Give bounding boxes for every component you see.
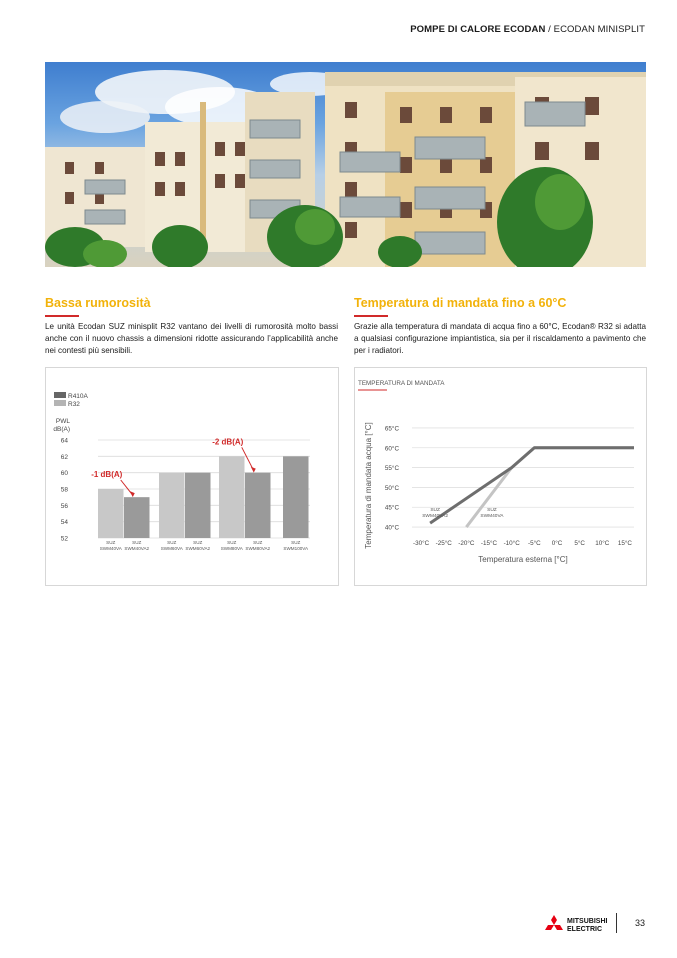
- chart-title: TEMPERATURA DI MANDATA: [358, 380, 445, 387]
- left-section-title: Bassa rumorosità: [45, 296, 151, 310]
- x-tick-label: SUZ: [291, 540, 301, 545]
- brand-line-1: MITSUBISHI: [567, 918, 608, 925]
- x-tick-label: SWM80VA2: [245, 546, 271, 551]
- y-tick-label: 45°C: [384, 504, 399, 512]
- header-section: POMPE DI CALORE ECODAN: [410, 24, 546, 35]
- y-tick-label: 65°C: [384, 425, 399, 433]
- bar: [124, 497, 150, 538]
- legend-label: R32: [68, 401, 80, 408]
- y-tick-label: 60°C: [384, 445, 399, 453]
- x-tick-label: SUZ: [227, 540, 237, 545]
- y-tick-label: 58: [60, 486, 68, 494]
- building-photo: [45, 62, 646, 267]
- bar: [159, 473, 185, 538]
- x-tick-label: SUZ: [167, 540, 177, 545]
- annotation-label: -2 dB(A): [212, 437, 244, 447]
- legend-label: R410A: [68, 393, 88, 400]
- y-tick-label: 64: [60, 437, 68, 445]
- x-tick-label: -30°C: [412, 540, 430, 547]
- y-tick-label: 52: [60, 535, 68, 543]
- legend-swatch: [54, 400, 66, 406]
- x-tick-label: 0°C: [551, 540, 563, 547]
- x-tick-label: 15°C: [617, 540, 632, 547]
- x-tick-label: SWM60VA2: [185, 546, 211, 551]
- right-section-title: Temperatura di mandata fino a 60°C: [354, 296, 567, 310]
- x-tick-label: -5°C: [527, 540, 541, 547]
- x-tick-label: SUZ: [132, 540, 142, 545]
- mitsubishi-logo-icon: [544, 913, 614, 935]
- y-axis-label: PWL: [55, 418, 70, 425]
- bar: [245, 473, 271, 538]
- noise-chart-panel: [45, 367, 339, 586]
- mitsubishi-logo: [544, 913, 614, 940]
- left-title-underline: [45, 315, 79, 317]
- x-tick-label: SWM40VA2: [124, 546, 150, 551]
- header-subsection: / ECODAN MINISPLIT: [545, 24, 645, 35]
- left-paragraph: Le unità Ecodan SUZ minisplit R32 vantano dei livelli di rumorosità molto bassi anche con il nuovo chassis a dimensioni ridotte assicurando l’applicabilità anche nei contesti più sensibili.: [45, 322, 338, 355]
- y-tick-label: 40°C: [384, 524, 399, 532]
- y-axis-label: dB(A): [53, 426, 70, 433]
- right-title-underline: [354, 315, 388, 317]
- y-tick-label: 50°C: [384, 484, 399, 492]
- x-tick-label: -20°C: [458, 540, 475, 547]
- x-tick-label: 5°C: [574, 540, 585, 547]
- bar: [219, 456, 245, 538]
- noise-bar-chart: [46, 368, 338, 585]
- temperature-line-chart: [355, 368, 646, 585]
- series-label: SUZ: [430, 508, 440, 514]
- x-tick-label: SWM40VA: [99, 546, 122, 551]
- y-tick-label: 56: [60, 502, 68, 510]
- x-tick-label: SWM100VA: [283, 546, 309, 551]
- x-tick-label: SWM80VA: [220, 546, 243, 551]
- x-tick-label: -15°C: [480, 540, 498, 547]
- x-tick-label: -10°C: [503, 540, 520, 547]
- x-tick-label: 10°C: [595, 540, 610, 547]
- x-tick-label: SUZ: [106, 540, 116, 545]
- y-tick-label: 55°C: [384, 465, 399, 473]
- series-label: SWM40VA: [480, 514, 504, 520]
- y-tick-label: 62: [60, 453, 68, 461]
- x-tick-label: SUZ: [253, 540, 263, 545]
- y-tick-label: 60: [60, 470, 68, 478]
- y-tick-label: 54: [60, 519, 68, 527]
- series-label: SWM40VA2: [422, 514, 449, 520]
- legend-swatch: [54, 392, 66, 398]
- y-axis-title: Temperatura di mandata acqua [°C]: [364, 422, 373, 549]
- footer-divider: [616, 913, 617, 933]
- page-number: 33: [635, 918, 646, 928]
- x-axis-title: Temperatura esterna [°C]: [478, 555, 568, 564]
- annotation-label: -1 dB(A): [91, 470, 123, 479]
- x-tick-label: SUZ: [193, 540, 203, 545]
- building-illustration: [45, 62, 646, 267]
- temperature-chart-panel: [354, 367, 647, 586]
- annotation-arrowhead: [130, 491, 135, 497]
- right-paragraph: Grazie alla temperatura di mandata di acqua fino a 60°C, Ecodan® R32 si adatta a qualsiasi configurazione impiantistica, sia per il riscaldamento a pavimento che per i radiatori.: [354, 322, 646, 355]
- x-tick-label: SWM60VA: [160, 546, 183, 551]
- annotation-arrowhead: [251, 467, 256, 473]
- bar: [283, 456, 309, 538]
- series-label: SUZ: [487, 508, 497, 514]
- x-tick-label: -25°C: [435, 540, 452, 547]
- brand-line-2: ELECTRIC: [567, 926, 602, 933]
- bar: [185, 473, 211, 538]
- series-line: [430, 448, 634, 523]
- page-header: [410, 24, 645, 35]
- bar: [98, 489, 124, 538]
